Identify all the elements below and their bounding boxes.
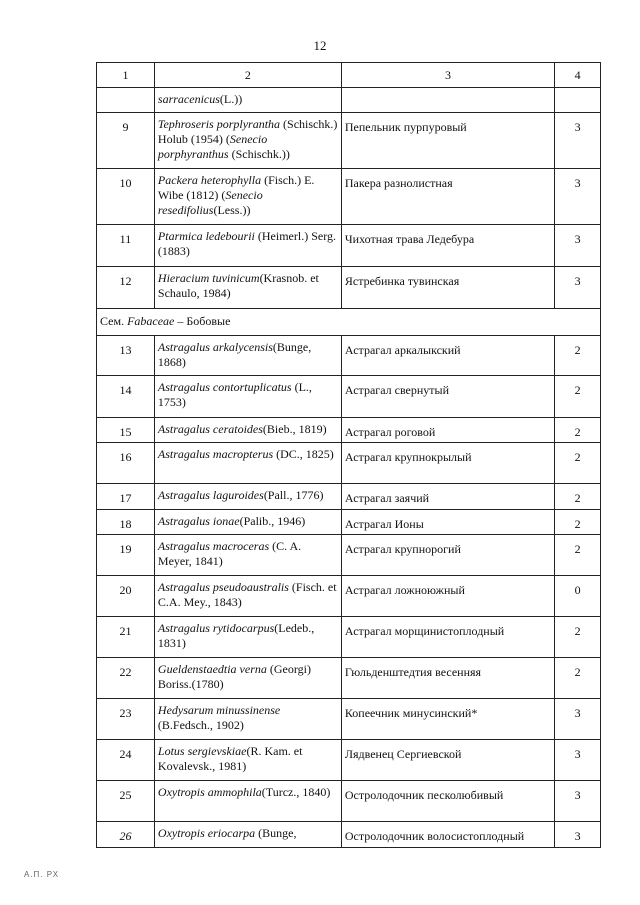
table-row [97, 576, 601, 617]
latin-name-cell [154, 510, 341, 535]
table-row [97, 88, 601, 113]
author-part: Сем. [100, 314, 128, 328]
author-part: (Fisch.) E. Wibe (1812) ( [157, 173, 315, 202]
row-number: 22 [97, 658, 155, 699]
row-number: 10 [97, 169, 155, 225]
latin-name-cell [154, 336, 341, 376]
row-number: 9 [97, 113, 155, 169]
category-cell: 3 [555, 822, 601, 848]
row-number: 17 [97, 484, 155, 510]
category-cell [555, 88, 601, 113]
category-cell: 2 [555, 535, 601, 576]
category-cell: 2 [555, 658, 601, 699]
table-row [97, 658, 601, 699]
russian-name-cell: Астрагал Ионы [341, 510, 554, 535]
latin-name-part: Senecio porphyranthus [157, 132, 268, 161]
russian-name-cell: Астрагал заячий [341, 484, 554, 510]
latin-name-cell [154, 658, 341, 699]
latin-name-cell [154, 267, 341, 309]
latin-name-cell [154, 822, 341, 848]
header-col-2: 2 [154, 63, 341, 88]
table-header-row [97, 63, 601, 88]
table-row [97, 418, 601, 443]
row-number: 12 [97, 267, 155, 309]
author-part: (Schischk.) Holub (1954) ( [157, 117, 338, 146]
category-cell: 2 [555, 376, 601, 418]
author-part: (Bunge, 1868) [157, 340, 312, 369]
russian-name-cell: Гюльденштедтия весенняя [341, 658, 554, 699]
row-number: 15 [97, 418, 155, 443]
latin-name-part: Astragalus contortuplicatus [157, 380, 292, 394]
category-cell: 3 [555, 267, 601, 309]
author-part: (DC., 1825) [273, 447, 334, 461]
row-number: 18 [97, 510, 155, 535]
header-col-3: 3 [341, 63, 554, 88]
author-part: (Georgi) Boriss.(1780) [157, 662, 311, 691]
latin-name-part: Astragalus arkalycensis [157, 340, 273, 354]
latin-name-part: Astragalus macroceras [157, 539, 270, 553]
russian-name-cell: Пепельник пурпуровый [341, 113, 554, 169]
row-number: 13 [97, 336, 155, 376]
latin-name-cell [154, 376, 341, 418]
author-part: (Ledeb., 1831) [157, 621, 315, 650]
table-row [97, 535, 601, 576]
latin-name-part: Packera heterophylla [157, 173, 262, 187]
latin-name-cell [154, 699, 341, 740]
latin-name-cell [154, 576, 341, 617]
category-cell: 3 [555, 699, 601, 740]
category-cell: 3 [555, 113, 601, 169]
table-row [97, 510, 601, 535]
table-row [97, 225, 601, 267]
row-number: 25 [97, 781, 155, 822]
row-number: 24 [97, 740, 155, 781]
row-number: 19 [97, 535, 155, 576]
russian-name-cell: Лядвенец Сергиевской [341, 740, 554, 781]
author-part: (Pall., 1776) [263, 488, 324, 502]
latin-name-part: Lotus sergievskiae [157, 744, 247, 758]
row-number: 16 [97, 443, 155, 484]
latin-name-part: Fabaceae [127, 314, 175, 328]
header-col-1: 1 [97, 63, 155, 88]
category-cell: 3 [555, 225, 601, 267]
page-number: 12 [313, 38, 327, 53]
author-part: (Schischk.)) [228, 147, 290, 161]
category-cell: 2 [555, 336, 601, 376]
latin-name-cell [154, 740, 341, 781]
row-number: 23 [97, 699, 155, 740]
latin-name-part: Astragalus pseudoaustralis [157, 580, 289, 594]
table-row [97, 113, 601, 169]
category-cell: 2 [555, 617, 601, 658]
author-part: (B.Fedsch., 1902) [157, 718, 244, 732]
category-cell: 2 [555, 443, 601, 484]
latin-name-cell [154, 443, 341, 484]
latin-name-cell [154, 535, 341, 576]
table-row [97, 169, 601, 225]
author-part: (Palib., 1946) [239, 514, 306, 528]
table-row [97, 781, 601, 822]
latin-name-cell [154, 169, 341, 225]
species-table [96, 62, 601, 848]
table-row [97, 336, 601, 376]
table-row [97, 443, 601, 484]
row-number: 21 [97, 617, 155, 658]
latin-name-part: Astragalus laguroides [157, 488, 264, 502]
table-row [97, 740, 601, 781]
family-label [97, 309, 601, 336]
latin-name-part: Hieracium tuvinicum [157, 271, 260, 285]
russian-name-cell: Пакера разнолистная [341, 169, 554, 225]
category-cell: 2 [555, 484, 601, 510]
latin-name-part: Gueldenstaedtia verna [157, 662, 267, 676]
latin-name-part: Hedysarum minussinense [157, 703, 281, 717]
header-col-4: 4 [555, 63, 601, 88]
latin-name-cell [154, 484, 341, 510]
russian-name-cell: Астрагал крупнокрылый [341, 443, 554, 484]
russian-name-cell [341, 88, 554, 113]
latin-name-part: Oxytropis eriocarpa [157, 826, 256, 840]
latin-name-cell [154, 88, 341, 113]
author-part: (Heimerl.) Serg. (1883) [157, 229, 336, 258]
row-number [97, 88, 155, 113]
russian-name-cell: Остролодочник волосистоплодный [341, 822, 554, 848]
author-part: (Fisch. et C.A. Mey., 1843) [157, 580, 337, 609]
russian-name-cell: Астрагал морщинистоплодный [341, 617, 554, 658]
author-part: (Bieb., 1819) [262, 422, 327, 436]
author-part: (L.)) [219, 92, 243, 106]
category-cell: 3 [555, 169, 601, 225]
latin-name-part: sarracenicus [157, 92, 220, 106]
category-cell: 0 [555, 576, 601, 617]
table-row [97, 484, 601, 510]
category-cell: 2 [555, 418, 601, 443]
footer-mark: А.П. РХ [24, 870, 60, 879]
category-cell: 3 [555, 781, 601, 822]
russian-name-cell: Ястребинка тувинская [341, 267, 554, 309]
latin-name-part: Oxytropis ammophila [157, 785, 262, 799]
latin-name-cell [154, 617, 341, 658]
latin-name-part: Astragalus ceratoides [157, 422, 263, 436]
category-cell: 3 [555, 740, 601, 781]
table-row [97, 376, 601, 418]
latin-name-part: Astragalus ionae [157, 514, 240, 528]
russian-name-cell: Чихотная трава Ледебура [341, 225, 554, 267]
family-row [97, 309, 601, 336]
author-part: (Bunge, [255, 826, 297, 840]
latin-name-part: Ptarmica ledebourii [157, 229, 255, 243]
author-part: (C. A. Meyer, 1841) [157, 539, 302, 568]
latin-name-cell [154, 225, 341, 267]
latin-name-part: Tephroseris porplyrantha [157, 117, 281, 131]
table-row [97, 822, 601, 848]
russian-name-cell: Астрагал аркалыкский [341, 336, 554, 376]
russian-name-cell: Астрагал роговой [341, 418, 554, 443]
author-part: (Less.)) [213, 203, 251, 217]
russian-name-cell: Астрагал ложноюжный [341, 576, 554, 617]
latin-name-part: Astragalus rytidocarpus [157, 621, 275, 635]
russian-name-cell: Копеечник минусинский* [341, 699, 554, 740]
latin-name-cell [154, 781, 341, 822]
row-number: 11 [97, 225, 155, 267]
latin-name-cell [154, 418, 341, 443]
latin-name-part: Senecio resedifolius [157, 188, 263, 217]
author-part: – Бобовые [174, 314, 231, 328]
table-row [97, 699, 601, 740]
russian-name-cell: Остролодочник песколюбивый [341, 781, 554, 822]
category-cell: 2 [555, 510, 601, 535]
table-row [97, 267, 601, 309]
author-part: (Turcz., 1840) [261, 785, 331, 799]
russian-name-cell: Астрагал крупнорогий [341, 535, 554, 576]
table-row [97, 617, 601, 658]
row-number: 20 [97, 576, 155, 617]
author-part: (R. Kam. et Kovalevsk., 1981) [157, 744, 303, 773]
latin-name-part: Astragalus macropterus [157, 447, 274, 461]
latin-name-cell [154, 113, 341, 169]
russian-name-cell: Астрагал свернутый [341, 376, 554, 418]
author-part: (Krasnob. et Schaulo, 1984) [157, 271, 319, 300]
row-number: 26 [97, 822, 155, 848]
author-part: (L., 1753) [157, 380, 312, 409]
row-number: 14 [97, 376, 155, 418]
